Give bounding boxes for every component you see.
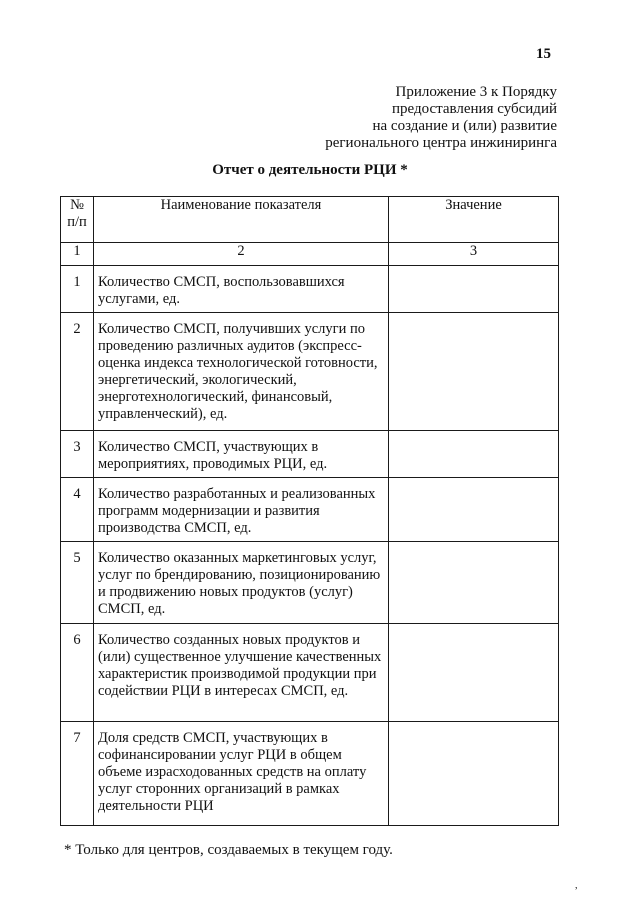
appendix-line: на создание и (или) развитие (372, 118, 557, 134)
column-index: 3 (389, 243, 559, 266)
row-indicator: Доля средств СМСП, участвующих в софинансировании услуг РЦИ в общем объеме израсходованных средств на оплату услуг сторонних организаций в рамках деятельности РЦИ (94, 722, 389, 826)
row-number: 2 (61, 313, 94, 431)
table-row (61, 313, 559, 431)
column-index: 1 (61, 243, 94, 266)
column-index-row (61, 243, 559, 266)
appendix-line: регионального центра инжиниринга (325, 135, 557, 151)
row-number: 7 (61, 722, 94, 826)
row-value (389, 431, 559, 478)
appendix-header (300, 84, 557, 152)
row-value (389, 722, 559, 826)
row-value (389, 478, 559, 542)
appendix-line: Приложение 3 к Порядку (395, 84, 557, 100)
footnote: * Только для центров, создаваемых в текущем году. (64, 842, 393, 858)
scan-dot: , (575, 880, 578, 891)
row-value (389, 266, 559, 313)
row-indicator: Количество оказанных маркетинговых услуг, услуг по брендированию, позиционированию и продвижению новых продуктов (услуг) СМСП, ед. (94, 542, 389, 624)
row-indicator: Количество разработанных и реализованных программ модернизации и развития производства СМСП, ед. (94, 478, 389, 542)
report-table (60, 196, 559, 826)
table-row (61, 624, 559, 722)
row-number: 6 (61, 624, 94, 722)
header-name: Наименование показателя (94, 197, 389, 243)
table-row (61, 431, 559, 478)
table-row (61, 542, 559, 624)
row-indicator: Количество СМСП, получивших услуги по проведению различных аудитов (экспресс-оценка индекса технологической готовности, энергетический, экологический, энерготехнологический, финансовый, управленческий), ед. (94, 313, 389, 431)
column-index: 2 (94, 243, 389, 266)
page-number: 15 (536, 46, 551, 62)
header-value: Значение (389, 197, 559, 243)
row-number: 1 (61, 266, 94, 313)
row-indicator: Количество созданных новых продуктов и (или) существенное улучшение качественных характеристик производимой продукции при содействии РЦИ в интересах СМСП, ед. (94, 624, 389, 722)
report-title: Отчет о деятельности РЦИ * (212, 162, 408, 178)
table-row (61, 266, 559, 313)
row-number: 3 (61, 431, 94, 478)
header-num-abbr: п/п (67, 214, 87, 230)
row-indicator: Количество СМСП, воспользовавшихся услугами, ед. (94, 266, 389, 313)
appendix-line: предоставления субсидий (391, 101, 557, 117)
row-value (389, 313, 559, 431)
row-indicator: Количество СМСП, участвующих в мероприятиях, проводимых РЦИ, ед. (94, 431, 389, 478)
header-num-sign: № (70, 197, 84, 213)
table-row (61, 478, 559, 542)
row-number: 5 (61, 542, 94, 624)
table-row (61, 722, 559, 826)
row-value (389, 624, 559, 722)
header-num (61, 197, 94, 243)
row-number: 4 (61, 478, 94, 542)
row-value (389, 542, 559, 624)
table-header-row (61, 197, 559, 243)
